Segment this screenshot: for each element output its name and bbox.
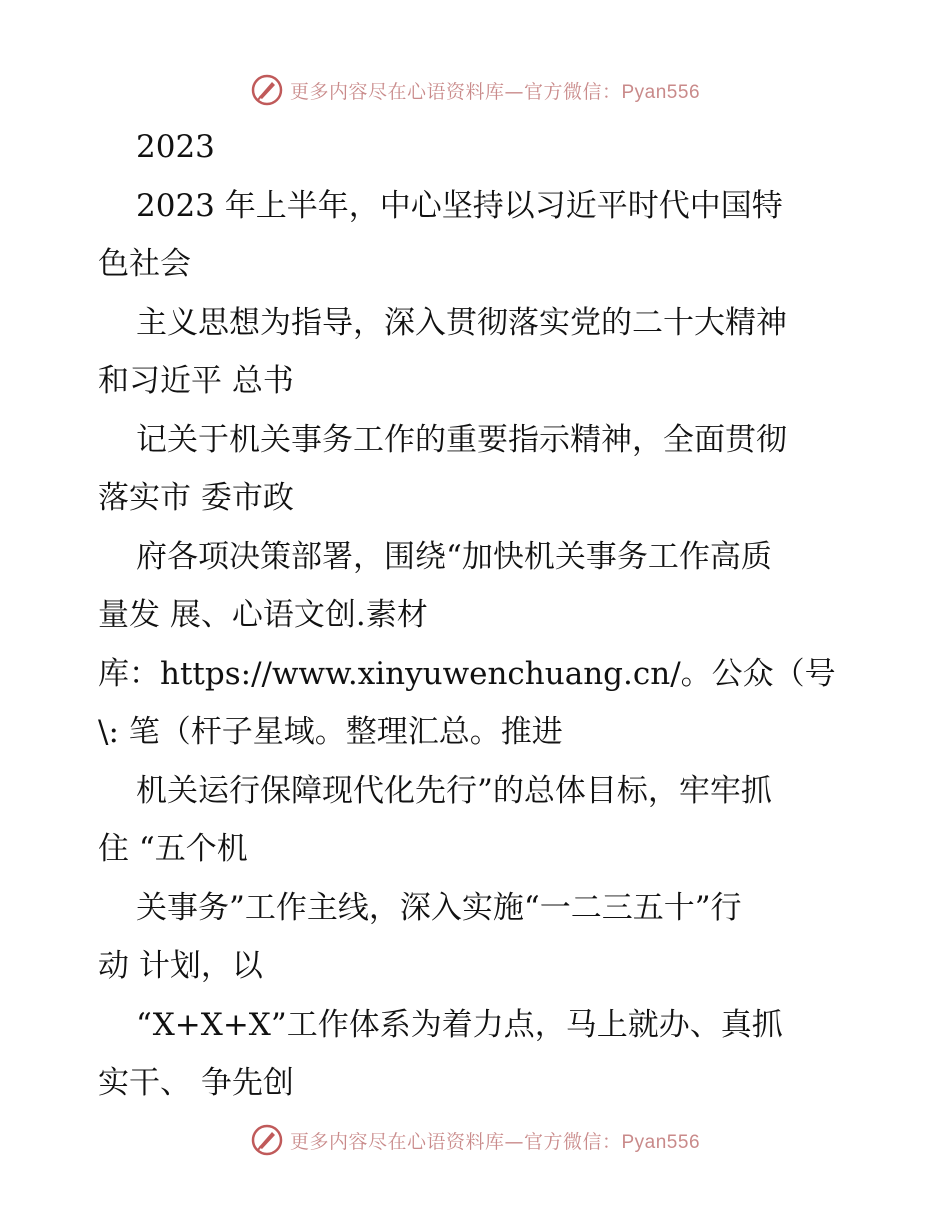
body-line: 落实市 委市政 [98, 480, 294, 516]
body-line: 机关运行保障现代化先行”的总体目标，牢牢抓 [136, 772, 772, 809]
watermark-text: 更多内容尽在心语资料库—官方微信：Pyan556 [289, 1130, 701, 1153]
body-line: “X+X+X”工作体系为着力点，马上就办、真抓 [136, 1006, 783, 1043]
footer-watermark [0, 1120, 950, 1160]
body-line: 2023 年上半年，中心坚持以习近平时代中国特 [136, 187, 783, 224]
body-line: 2023 [136, 129, 215, 165]
header-watermark [0, 70, 950, 110]
body-line: 府各项决策部署，围绕“加快机关事务工作高质 [136, 538, 772, 575]
body-line: 动 计划，以 [98, 948, 263, 984]
body-line: 库：https://www.xinyuwenchuang.cn/。公众（号 [98, 655, 836, 692]
body-line: 和习近平 总书 [98, 363, 294, 399]
body-line: 实干、 争先创 [98, 1065, 294, 1101]
body-line: 主义思想为指导，深入贯彻落实党的二十大精神 [136, 304, 787, 341]
body-line: \: 笔（杆子星域。整理汇总。推进 [98, 714, 563, 750]
quill-seal-icon [250, 1123, 284, 1157]
watermark-text: 更多内容尽在心语资料库—官方微信：Pyan556 [289, 80, 701, 103]
body-line: 量发 展、心语文创.素材 [98, 597, 428, 633]
body-line: 色社会 [98, 246, 191, 282]
document-body [98, 118, 858, 1113]
body-line: 记关于机关事务工作的重要指示精神，全面贯彻 [136, 421, 787, 458]
body-line: 住 “五个机 [98, 831, 248, 867]
body-line: 关事务”工作主线，深入实施“一二三五十”行 [136, 889, 742, 926]
quill-seal-icon [250, 73, 284, 107]
